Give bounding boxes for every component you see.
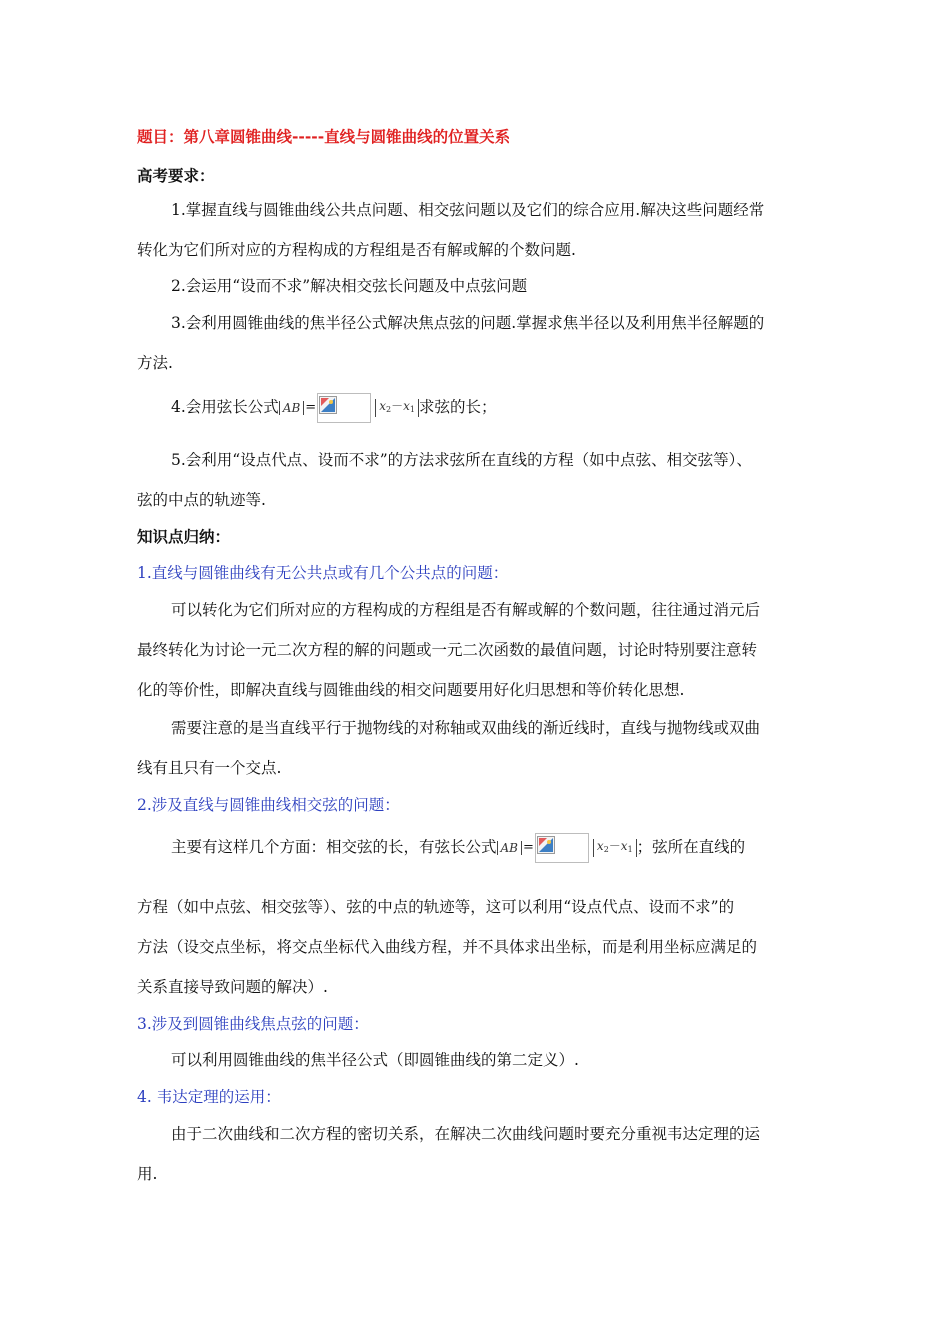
knowledge-1-para-1-line-3: 化的等价性，即解决直线与圆锥曲线的相交问题要用好化归思想和等价转化思想. [137,681,685,699]
x2-subscript-2: 2 [603,845,609,854]
knowledge-2-para-line-2: 方程（如中点弦、相交弦等）、弦的中点的轨迹等，这可以利用“设点代点、设而不求”的 [137,898,735,916]
abs-x2-minus-x1 [375,399,419,417]
knowledge-2-para-line-3: 方法（设交点坐标，将交点坐标代入曲线方程，并不具体求出坐标，而是利用坐标应满足的 [137,938,758,956]
x2-label-2: x [596,839,604,853]
knowledge-4-para-line-1: 由于二次曲线和二次方程的密切关系，在解决二次曲线问题时要充分重视韦达定理的运 [171,1125,761,1143]
broken-image-icon [317,393,371,423]
knowledge-1-para-1-line-2: 最终转化为讨论一元二次方程的解的问题或一元二次函数的最值问题，讨论时特别要注意转 [137,641,758,659]
requirement-4 [171,393,496,423]
knowledge-4-para-line-2: 用. [137,1165,158,1183]
minus-sign: － [391,399,404,413]
equals-sign-2: = [523,840,534,855]
x2-label: x [379,399,386,413]
requirement-1-line-1: 1.掌握直线与圆锥曲线公共点问题、相交弦问题以及它们的综合应用.解决这些问题经常 [171,201,765,219]
knowledge-heading: 知识点归纳： [137,528,231,546]
knowledge-3-para: 可以利用圆锥曲线的焦半径公式（即圆锥曲线的第二定义）. [171,1051,579,1069]
requirement-5-line-1: 5.会利用“设点代点、设而不求”的方法求弦所在直线的方程（如中点弦、相交弦等）、 [171,451,752,469]
knowledge-2-prefix: 主要有这样几个方面：相交弦的长，有弦长公式 [171,838,497,856]
knowledge-1-para-1-line-1: 可以转化为它们所对应的方程构成的方程组是否有解或解的个数问题，往往通过消元后 [171,601,761,619]
abs-x2-minus-x1-2 [593,839,637,857]
knowledge-1-para-2-line-1: 需要注意的是当直线平行于抛物线的对称轴或双曲线的渐近线时，直线与抛物线或双曲 [171,719,761,737]
minus-sign-2: － [608,839,621,853]
x1-subscript-2: 1 [627,845,633,854]
requirement-1-line-2: 转化为它们所对应的方程构成的方程组是否有解或解的个数问题. [137,241,576,259]
broken-image-icon [535,833,589,863]
knowledge-2-heading: 2.涉及直线与圆锥曲线相交弦的问题： [137,796,400,814]
requirement-4-suffix: 求弦的长； [418,398,497,416]
knowledge-2-para-line-4: 关系直接导致问题的解决）. [137,978,328,996]
requirement-3-line-1: 3.会利用圆锥曲线的焦半径公式解决焦点弦的问题.掌握求焦半径以及利用焦半径解题的 [171,314,765,332]
abs-ab [279,401,304,415]
x1-label-2: x [620,839,628,853]
requirement-3-line-2: 方法. [137,354,173,372]
ab-label: AB [282,401,301,415]
knowledge-2-suffix: ；弦所在直线的 [636,838,746,856]
equals-sign: = [305,400,317,415]
x2-subscript: 2 [385,405,392,414]
chord-length-formula-2 [497,833,637,863]
requirement-2: 2.会运用“设而不求”解决相交弦长问题及中点弦问题 [171,277,528,295]
knowledge-1-para-2-line-2: 线有且只有一个交点. [137,759,282,777]
knowledge-4-heading: 4. 韦达定理的运用： [137,1088,281,1106]
page-title: 题目：第八章圆锥曲线-----直线与圆锥曲线的位置关系 [137,128,511,146]
x1-label: x [403,399,410,413]
knowledge-2-para-line-1 [171,833,745,863]
abs-ab-2 [497,841,522,855]
requirement-5-line-2: 弦的中点的轨迹等. [137,491,266,509]
knowledge-1-heading: 1.直线与圆锥曲线有无公共点或有几个公共点的问题： [137,564,509,582]
x1-subscript: 1 [409,405,415,414]
ab-label-2: AB [500,841,518,855]
chord-length-formula [279,393,419,423]
requirements-heading: 高考要求： [137,167,215,185]
knowledge-3-heading: 3.涉及到圆锥曲线焦点弦的问题： [137,1015,369,1033]
requirement-4-prefix: 4.会用弦长公式 [171,398,279,416]
